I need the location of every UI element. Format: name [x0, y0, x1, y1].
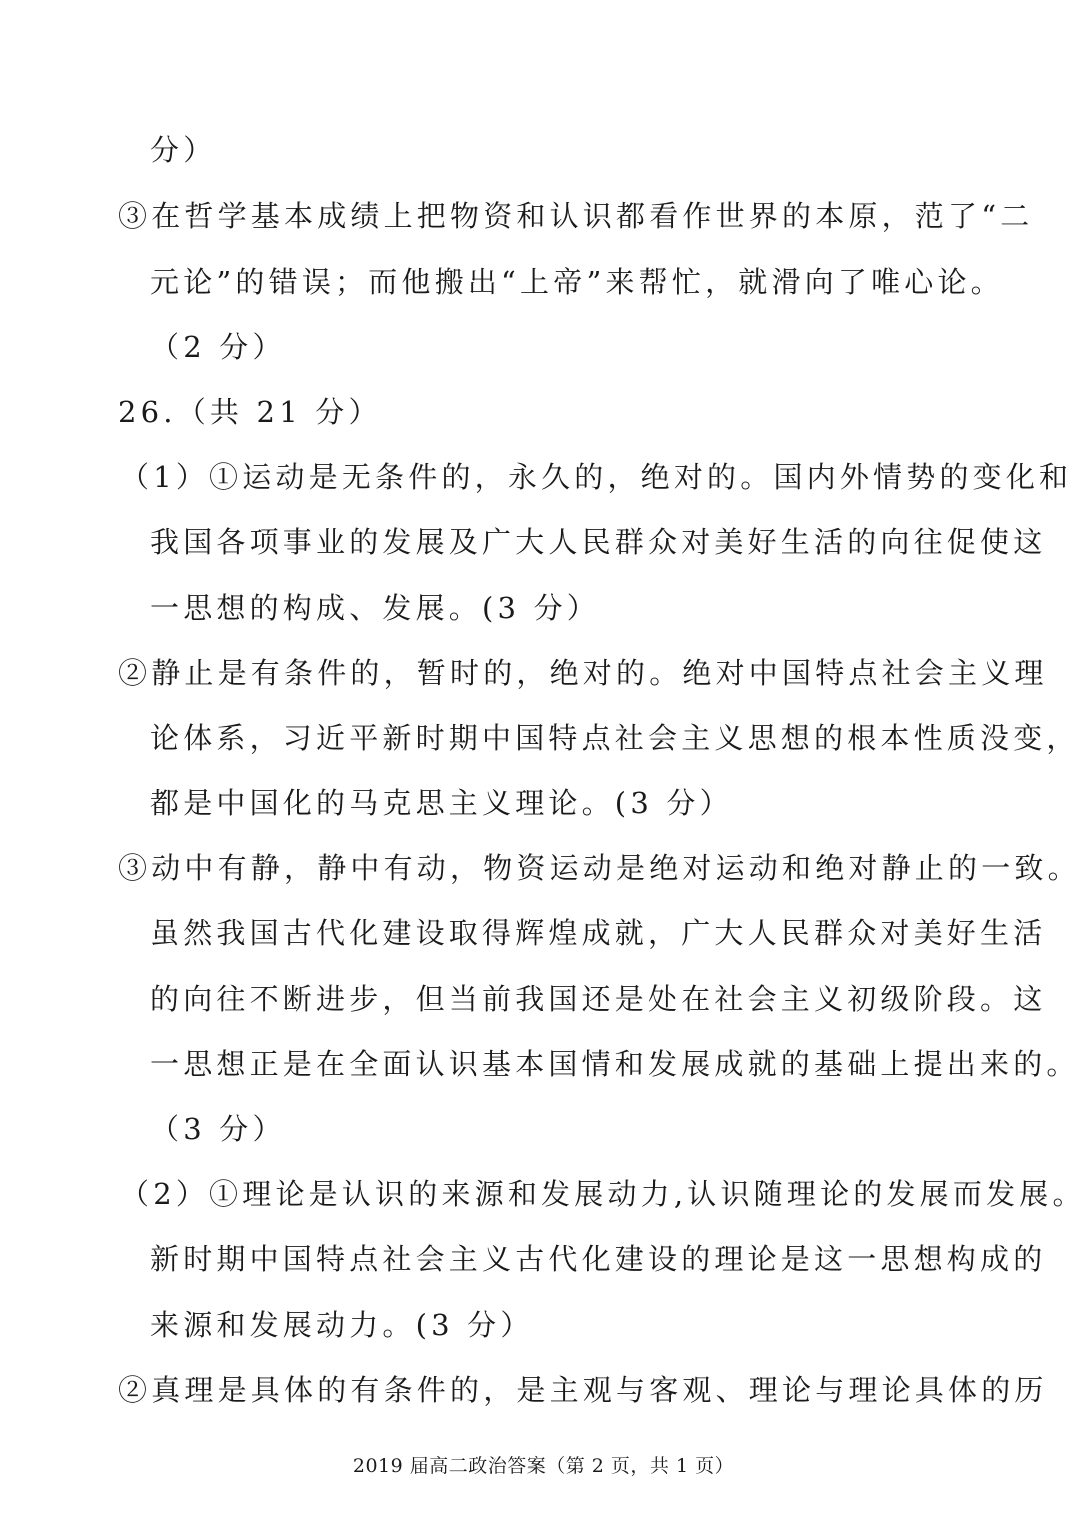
text-line: 一思想正是在全面认识基本国情和发展成就的基础上提出来的。: [150, 1047, 1080, 1081]
text-line: 的向往不断进步，但当前我国还是处在社会主义初级阶段。这: [150, 982, 1047, 1016]
text-line: 元论”的错误；而他搬出“上帝”来帮忙，就滑向了唯心论。: [150, 265, 1004, 299]
text-line: ③在哲学基本成绩上把物资和认识都看作世界的本原，范了“二: [118, 199, 1034, 233]
text-line: （2）①理论是认识的来源和发展动力,认识随理论的发展而发展。: [120, 1177, 1086, 1211]
text-line: 论体系，习近平新时期中国特点社会主义思想的根本性质没变，: [150, 721, 1080, 755]
text-line: 分）: [150, 133, 217, 167]
text-line: （3 分）: [150, 1112, 286, 1146]
text-line: 来源和发展动力。(3 分）: [150, 1308, 534, 1342]
text-line: （1）①运动是无条件的，永久的，绝对的。国内外情势的变化和: [120, 460, 1073, 494]
text-line: 新时期中国特点社会主义古代化建设的理论是这一思想构成的: [150, 1242, 1047, 1276]
text-line: 一思想的构成、发展。(3 分）: [150, 591, 600, 625]
text-line: ②真理是具体的有条件的，是主观与客观、理论与理论具体的历: [118, 1373, 1048, 1407]
text-line: （2 分）: [150, 330, 286, 364]
text-line: 虽然我国古代化建设取得辉煌成就，广大人民群众对美好生活: [150, 916, 1047, 950]
text-line: ③动中有静，静中有动，物资运动是绝对运动和绝对静止的一致。: [118, 851, 1081, 885]
text-line: 我国各项事业的发展及广大人民群众对美好生活的向往促使这: [150, 525, 1047, 559]
text-line: ②静止是有条件的，暂时的，绝对的。绝对中国特点社会主义理: [118, 656, 1048, 690]
page-footer: 2019 届高二政治答案（第 2 页，共 1 页）: [352, 1455, 735, 1477]
question-heading: 26.（共 21 分）: [118, 395, 382, 429]
text-line: 都是中国化的马克思主义理论。(3 分）: [150, 786, 733, 820]
